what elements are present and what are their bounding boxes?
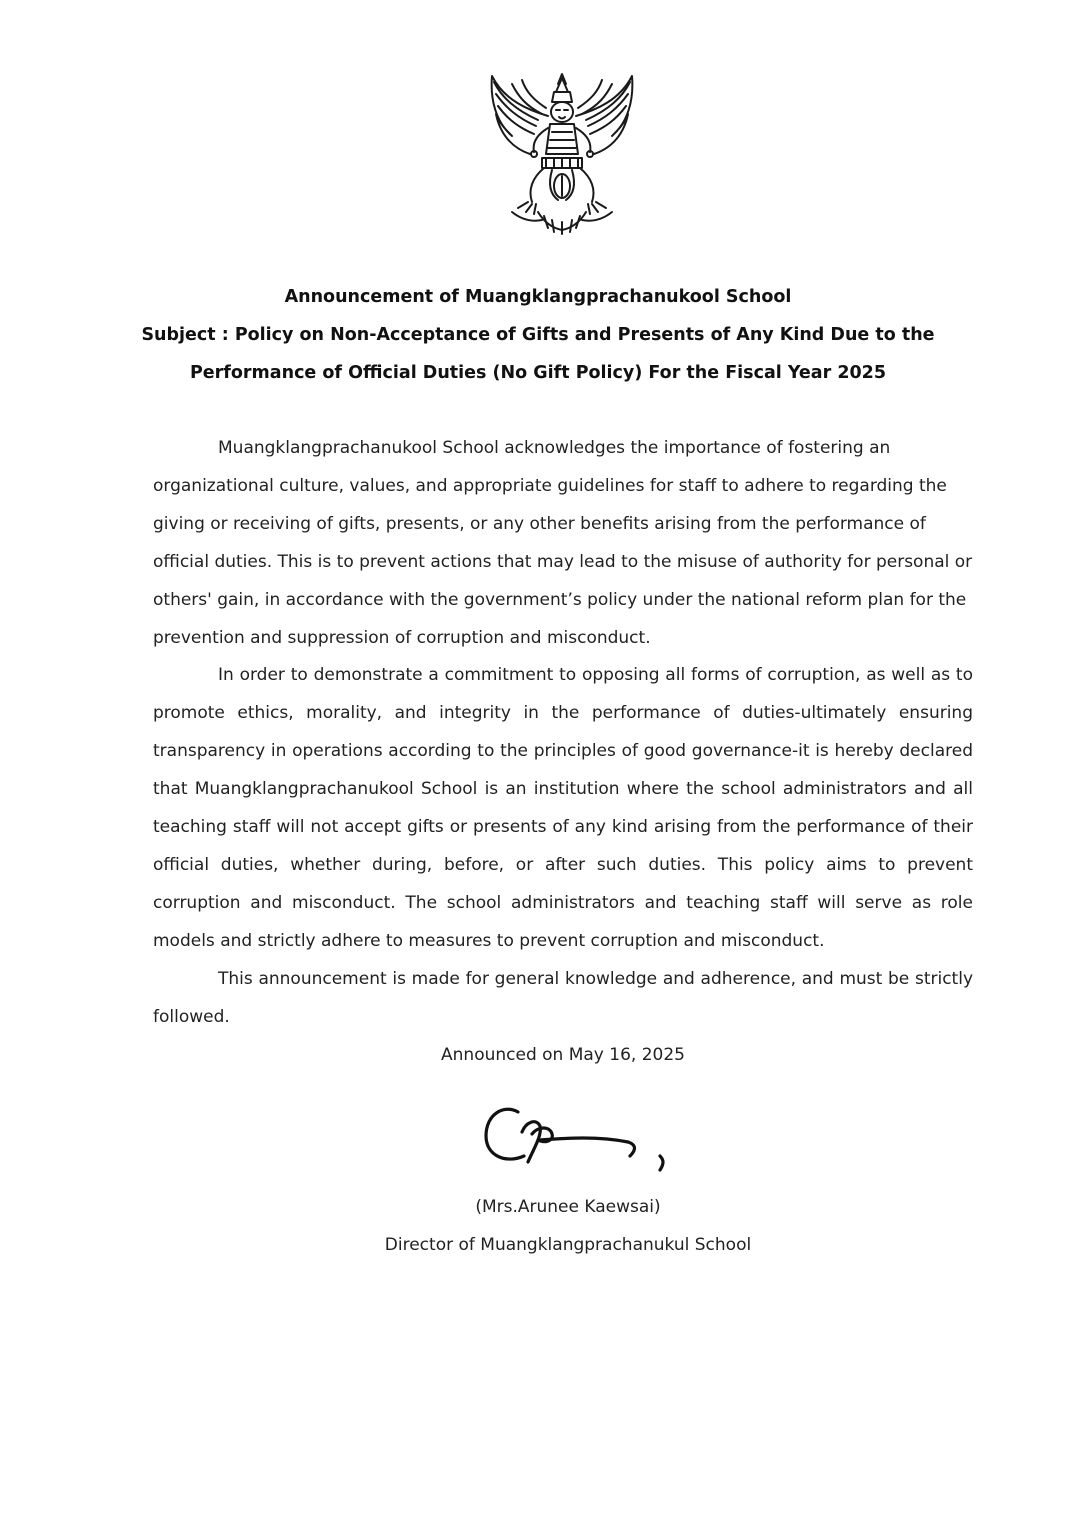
- body-paragraph-2: In order to demonstrate a commitment to opposing all forms of corruption, as well as to promote ethics, morality, and integrity in the performance of duties-ultimately ensuring transparency in operations according to the principles of good governance-it is hereby declared that Muangklangprachanukool School is an institution where the school administrators and all teaching staff will not accept gifts or presents of any kind arising from the performance of their official duties, whether during, before, or after such duties. This policy aims to prevent corruption and misconduct. The school administrators and teaching staff will serve as role models and strictly adhere to measures to prevent corruption and misconduct.: [153, 665, 973, 951]
- body-paragraph-1: Muangklangprachanukool School acknowledges the importance of fostering an organizational culture, values, and appropriate guidelines for staff to adhere to regarding the giving or receiving of gifts, presents, or any other benefits arising from the performance of official duties. This is to prevent actions that may lead to the misuse of authority for personal or others' gain, in accordance with the government’s policy under the national reform plan for the prevention and suppression of corruption and misconduct.: [153, 438, 973, 648]
- signer-name: (Mrs.Arunee Kaewsai): [475, 1197, 661, 1217]
- announcement-body: [153, 430, 973, 1037]
- announcement-date: [153, 1036, 973, 1074]
- handwritten-signature-icon: [478, 1098, 678, 1178]
- signer-title: Director of Muangklangprachanukul School: [384, 1235, 752, 1255]
- body-paragraph-3: This announcement is made for general knowledge and adherence, and must be strictly followed.: [153, 968, 973, 1027]
- announcement-subject-line2: Performance of Official Duties (No Gift Policy) For the Fiscal Year 2025: [189, 363, 887, 383]
- garuda-emblem-icon: [482, 70, 642, 236]
- announcement-date-text: Announced on May 16, 2025: [441, 1045, 685, 1065]
- announcement-title: Announcement of Muangklangprachanukool School: [284, 287, 792, 307]
- announcement-subject-line1: Subject : Policy on Non-Acceptance of Gifts and Presents of Any Kind Due to the: [141, 325, 935, 345]
